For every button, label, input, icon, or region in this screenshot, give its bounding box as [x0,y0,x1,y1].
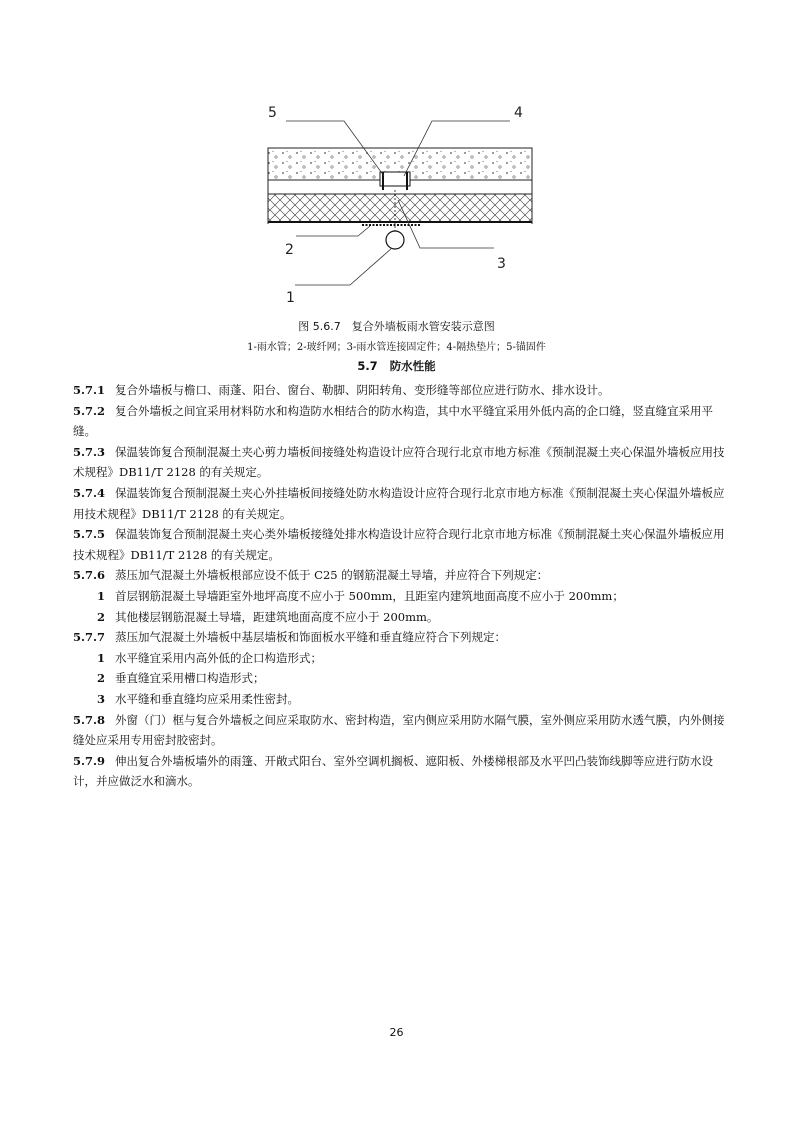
section-title: 防水性能 [389,359,436,373]
label-1: 1 [286,290,295,306]
item-number: 1 [97,588,106,603]
clause-list [73,380,727,792]
clause [73,565,727,586]
clause [73,751,727,792]
item-text: 水平缝宜采用内高外低的企口构造形式； [115,650,323,665]
label-4: 4 [514,105,523,121]
item-number: 2 [97,671,106,686]
clause [73,627,727,648]
label-5: 5 [268,105,277,121]
clause-item [73,648,727,669]
clause-text: 蒸压加气混凝土外墙板根部应设不低于 C25 的钢筋混凝土导墙，并应符合下列规定： [115,568,549,583]
item-text: 其他楼层钢筋混凝土导墙，距建筑地面高度不应小于 200mm。 [115,609,439,624]
label-3: 3 [497,256,506,272]
clause-number: 5.7.2 [73,403,106,418]
inner-hatched-layer [268,194,532,222]
clause [73,401,727,442]
item-number: 2 [97,609,106,624]
clause-item [73,668,727,689]
figure-caption: 图 5.6.7 复合外墙板雨水管安装示意图 [298,320,495,333]
clause-text: 保温装饰复合预制混凝土夹心类外墙板接缝处排水构造设计应符合现行北京市地方标准《预制混凝土夹心保温外墙板应用技术规程》DB11/T 2128 的有关规定。 [73,527,725,562]
clause [73,524,727,565]
clause [73,442,727,483]
page-number: 26 [389,1026,404,1039]
clause-text: 伸出复合外墙板墙外的雨篷、开敞式阳台、室外空调机搁板、遮阳板、外楼梯根部及水平凹凸装饰线脚等应进行防水设计，并应做泛水和滴水。 [73,753,714,789]
clause [73,710,727,751]
clause [73,483,727,524]
clause-number: 5.7.1 [73,383,106,397]
clause-text: 复合外墙板之间宜采用材料防水和构造防水相结合的防水构造，其中水平缝宜采用外低内高的企口缝，竖直缝宜采用平缝。 [73,403,714,439]
clause-item [73,689,727,710]
item-text: 水平缝和垂直缝均应采用柔性密封。 [115,691,300,706]
rainwater-pipe-diagram [0,0,793,312]
label-2: 2 [285,242,294,258]
section-heading [0,358,793,374]
section-number: 5.7 [357,359,378,373]
clause-number: 5.7.6 [73,568,106,583]
clause-text: 保温装饰复合预制混凝土夹心外挂墙板间接缝处防水构造设计应符合现行北京市地方标准《预制混凝土夹心保温外墙板应用技术规程》DB11/T 2128 的有关规定。 [73,485,725,521]
clause-number: 5.7.9 [73,753,106,768]
clause-number: 5.7.3 [73,444,106,459]
clause-number: 5.7.7 [73,630,106,645]
item-number: 1 [97,650,106,665]
item-text: 首层钢筋混凝土导墙距室外地坪高度不应小于 500mm，且距室内建筑地面高度不应小于 200mm； [115,588,624,603]
rain-pipe [386,231,404,249]
clause-text: 蒸压加气混凝土外墙板中基层墙板和饰面板水平缝和垂直缝应符合下列规定： [115,630,507,645]
clause [73,380,727,401]
clause-item [73,607,727,628]
clause-text: 复合外墙板与檐口、雨蓬、阳台、窗台、勒脚、阴阳转角、变形缝等部位应进行防水、排水设计。 [115,383,610,397]
clause-text: 外窗（门）框与复合外墙板之间应采取防水、密封构造，室内侧应采用防水隔气膜，室外侧应采用防水透气膜，内外侧接缝处应采用专用密封胶密封。 [73,712,725,748]
clause-text: 保温装饰复合预制混凝土夹心剪力墙板间接缝处构造设计应符合现行北京市地方标准《预制混凝土夹心保温外墙板应用技术规程》DB11/T 2128 的有关规定。 [73,444,725,480]
clause-number: 5.7.4 [73,485,106,500]
item-text: 垂直缝宜采用槽口构造形式； [115,671,265,686]
item-number: 3 [97,691,106,706]
clause-item [73,586,727,607]
figure-legend: 1-雨水管；2-玻纤网；3-雨水管连接固定件；4-隔热垫片；5-锚固件 [247,342,546,353]
clause-number: 5.7.5 [73,527,106,542]
clause-number: 5.7.8 [73,712,106,727]
